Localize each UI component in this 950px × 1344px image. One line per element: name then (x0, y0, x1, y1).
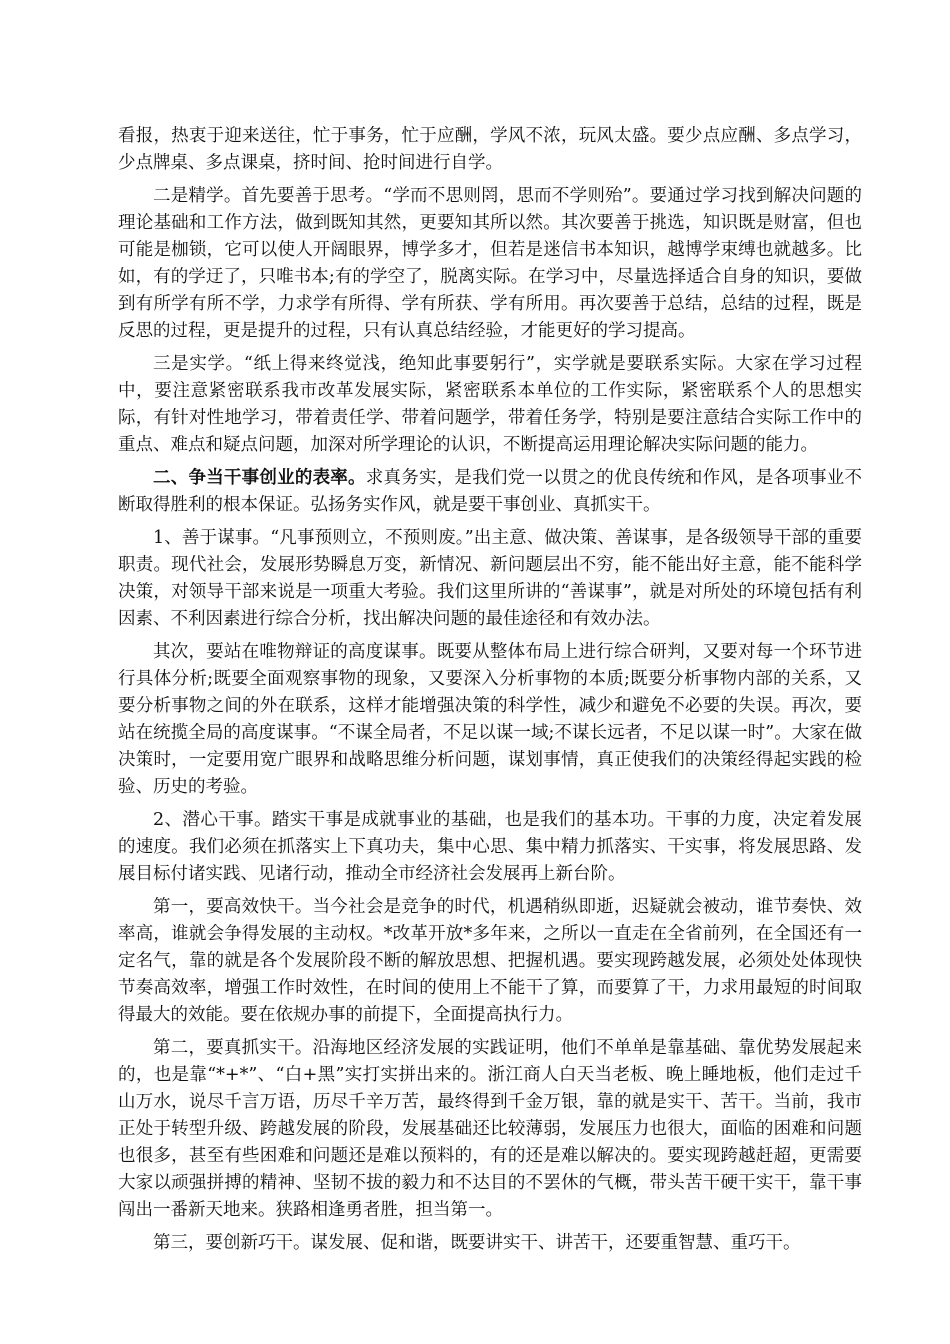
paragraph-hard-work: 第二，要真抓实干。沿海地区经济发展的实践证明，他们不单单是靠基础、靠优势发展起来的，也是靠“*+*”、“白+黑”实打实拼出来的。浙江商人白天当老板、晚上睡地板，他们走过千山万水，说尽千言万语，历尽千辛万苦，最终得到千金万银，靠的就是实干、苦干。当前，我市正处于转型升级、跨越发展的阶段，发展基础还比较薄弱，发展压力也很大，面临的困难和问题也很多，甚至有些困难和问题还是难以预料的，有的还是难以解决的。要实现跨越赶超，更需要大家以顽强拼搏的精神、坚韧不拔的毅力和不达目的不罢休的气概，带头苦干硬干实干，靠干事闯出一番新天地来。狭路相逢勇者胜，担当第一。 (118, 1038, 862, 1220)
section-heading-paragraph (118, 465, 862, 519)
paragraph-study-habits-continued: 看报，热衷于迎来送往，忙于事务，忙于应酬，学风不浓，玩风太盛。要少点应酬、多点学习，少点牌桌、多点课桌，挤时间、抢时间进行自学。 (118, 126, 862, 173)
paragraph-refined-study: 二是精学。首先要善于思考。“学而不思则罔，思而不学则殆”。要通过学习找到解决问题的理论基础和工作方法，做到既知其然，更要知其所以然。其次要善于挑选，知识既是财富，但也可能是枷锁，它可以使人开阔眼界，博学多才，但若是迷信书本知识，越博学束缚也就越多。比如，有的学迂了，只唯书本;有的学空了，脱离实际。在学习中，尽量选择适合自身的知识，要做到有所学有所不学，力求学有所得、学有所获、学有所用。再次要善于总结，总结的过程，既是反思的过程，更是提升的过程，只有认真总结经验，才能更好的学习提高。 (118, 186, 862, 341)
paragraph-dialectical-planning: 其次，要站在唯物辩证的高度谋事。既要从整体布局上进行综合研判，又要对每一个环节进行具体分析;既要全面观察事物的现象，又要深入分析事物的本质;既要分析事物内部的关系，又要分析事物之间的外在联系，这样才能增强决策的科学性，减少和避免不必要的失误。再次，要站在统揽全局的高度谋事。“不谋全局者，不足以谋一域;不谋长远者，不足以谋一时”。大家在做决策时，一定要用宽广眼界和战略思维分析问题，谋划事情，真正使我们的决策经得起实践的检验、历史的考验。 (118, 642, 862, 797)
paragraph-practical-study: 三是实学。“纸上得来终觉浅，绝知此事要躬行”，实学就是要联系实际。大家在学习过程中，要注意紧密联系我市改革发展实际，紧密联系本单位的工作实际，紧密联系个人的思想实际，有针对性地学习，带着责任学、带着问题学，带着任务学，特别是要注意结合实际工作中的重点、难点和疑点问题，加深对所学理论的认识，不断提高运用理论解决实际问题的能力。 (118, 354, 862, 455)
paragraph-efficient-work: 第一，要高效快干。当今社会是竞争的时代，机遇稍纵即逝，迟疑就会被动，谁节奏快、效率高，谁就会争得发展的主动权。*改革开放*多年来，之所以一直走在全省前列，在全国还有一定名气，靠的就是各个发展阶段不断的解放思想、把握机遇。要实现跨越发展，必须处处体现快节奏高效率，增强工作时效性，在时间的使用上不能干了算，而要算了干，力求用最短的时间取得最大的效能。要在依规办事的前提下，全面提高执行力。 (118, 897, 862, 1025)
section-heading-body: 求真务实，是我们党一以贯之的优良传统和作风，是各项事业不断取得胜利的根本保证。弘扬务实作风，就是要干事创业、真抓实干。 (118, 468, 863, 515)
paragraph-innovative-work: 第三，要创新巧干。谋发展、促和谐，既要讲实干、讲苦干，还要重智慧、重巧干。 (153, 1233, 801, 1253)
paragraph-good-at-planning: 1、善于谋事。“凡事预则立，不预则废。”出主意、做决策、善谋事，是各级领导干部的重要职责。现代社会，发展形势瞬息万变，新情况、新问题层出不穷，能不能出好主意，能不能科学决策，对领导干部来说是一项重大考验。我们这里所讲的“善谋事”，就是对所处的环境包括有利因素、不利因素进行综合分析，找出解决问题的最佳途径和有效办法。 (118, 528, 862, 629)
section-heading: 二、争当干事创业的表率。 (153, 468, 366, 488)
paragraph-dedicated-work: 2、潜心干事。踏实干事是成就事业的基础，也是我们的基本功。干事的力度，决定着发展的速度。我们必须在抓落实上下真功夫，集中心思、集中精力抓落实、干实事，将发展思路、发展目标付诸实践、见诸行动，推动全市经济社会发展再上新台阶。 (118, 810, 862, 884)
